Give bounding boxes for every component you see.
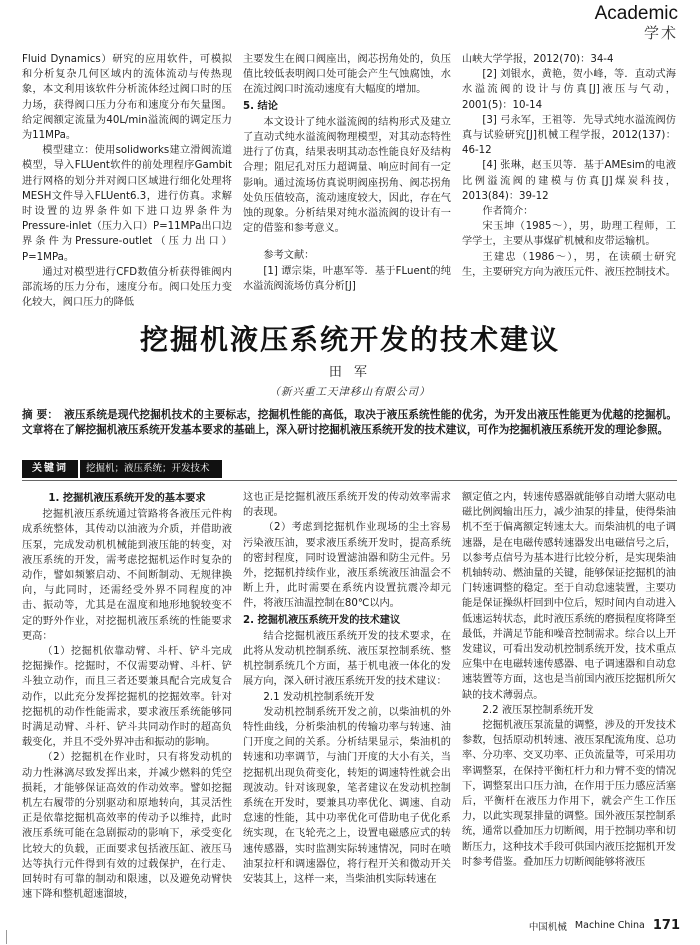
body-paragraph: （2）考虑到挖掘机作业现场的尘土容易污染液压油，要求液压系统开发时，提高系统的密封程度，同时设置滤油器和防尘元件。另外，挖掘机持续作业，液压系统液压油温会不断上升，此时需要在系统内设置抗震冷却元件，将液压油温控制在80℃以内。 [243,522,451,610]
abstract [22,408,677,438]
body-paragraph: 结合挖掘机液压系统开发的技术要求，在此将从发动机控制系统、液压泵控制系统、整机控制系统几个方面，基于机电液一体化的发展方向，深入研讨液压系统开发的技术建议： [243,630,451,688]
body-paragraph: （2）挖掘机在作业时，只有将发动机的动力性淋漓尽致发挥出来，并减少燃料的凭空损耗，才能够保证高效的作动效率。譬如挖掘机左右履带的分别驱动和原地转向，其灵活性正是依靠挖掘机高效率的传动予以维持，此时液压系统可能在急剧振动的影响下，承受变化比较大的负载，正面要求包括液压缸、液压马达等执行元件得到有效的过载保护，在行走、回转时有可靠的制动和限速，以及避免动臂快速下降和整机超速溜坡， [22,752,232,901]
keywords-label: 关键词 [22,460,78,478]
article-affiliation: （新兴重工天津移山有限公司） [269,386,431,398]
article-column-3 [462,490,676,870]
conclusion-paragraph: 本文设计了纯水溢流阀的结构形式及建立了直动式纯水溢流阀物理模型，对其动态特性进行了仿真，结果表明其动态性能良好及结构合理；阻尼孔对压力超调量、响应时间有一定影响。通过流场仿真说明阀座拐角、阀芯拐角处负压值较高，流动速度较大，因此，存在气蚀的现象。分析结果对纯水溢流阀的设计有一定的借鉴和参考意义。 [243,116,451,235]
author-intro: 宋玉坤（1985～），男，助理工程师，工学学士，主要从事煤矿机械和皮带运输机。 [462,221,676,248]
body-paragraph: （1）挖掘机依靠动臂、斗杆、铲斗完成挖掘操作。挖掘时，不仅需要动臂、斗杆、铲斗独立动作，而且三者还要兼具配合完成复合动作，以此充分发挥挖掘机的挖掘效率。针对挖掘机的动作性能需求，要求液压系统能够同时满足动臂、斗杆、铲斗共同动作时的超高负载变化，并且不受外界冲击和振动的影响。 [22,646,232,749]
prev-article-column-2 [243,52,451,294]
reference-item: 山峡大学学报，2012(70)：34-4 [462,54,614,65]
journal-header [595,4,678,42]
section-heading: 2. 挖掘机液压系统开发的技术建议 [243,614,401,626]
article-title: 挖掘机液压系统开发的技术建议 [139,323,560,356]
abstract-text: 液压系统是现代挖掘机技术的主要标志，挖掘机性能的高低，取决于液压系统性能的优劣，为开发出液压性能更为优越的挖掘机。文章将在了解挖掘机液压系统开发基本要求的基础上，深入研讨挖掘机液压系统开发的技术建议，可作为挖掘机液压系统开发的理论参照。 [22,409,677,437]
subsection-heading: 2.1 发动机控制系统开发 [263,691,375,703]
reference-item: [1] 谭宗柒，叶惠军等．基于FLuent的纯水溢流阀流场仿真分析[J] [243,265,451,292]
reference-item: [4] 张琳，赵玉贝等．基于AMEsim的电液比例溢流阀的建模与仿真[J]煤炭科技，2013(84)：39-12 [462,160,676,202]
keywords-text: 挖掘机；液压系统；开发技术 [80,460,222,478]
subsection-heading: 2.2 液压泵控制系统开发 [482,704,594,716]
author-intro: 王建忠（1986～），男，在读硕士研究生，主要研究方向为液压元件、液压控制技术。 [462,251,676,278]
reference-item: [3] 弓永军，王祖等．先导式纯水溢流阀仿真与试验研究[J]机械工程学报，2012(137)：46-12 [462,114,676,157]
article-author: 田 军 [328,365,372,380]
article-column-2 [243,490,451,887]
prev-article-column-3 [462,52,676,280]
body-paragraph: 挖掘机液压泵流量的调整，涉及的开发技术参数，包括原动机转速、液压泵配流角度、总功率、分功率、交叉功率、正负流量等，可采用功率调整泵，在保持平衡杠杆力和力臂不变的情况下，调整泵出口压力油，在作用于压力感应活塞后，平衡杆在液压力作用下，就会产生工作压力，以此实现泵排量的调整。国外液压泵控制系统，通常以叠加压力切断阀，用于控制功率和切断压力，这种技术手段可供国内液压挖掘机开发时参考借鉴。叠加压力切断阀能够将液压 [462,720,676,868]
keywords-bar [22,460,222,478]
brand-english: Academic [594,3,678,24]
prev-article-column-1 [22,52,232,310]
prev-paragraph: Fluid Dynamics）研究的应用软件，可模拟和分析复杂几何区域内的流体流动与传热现象，本文利用该软件分析流体经过阀口时的压力场，获得阀口压力分布和速度分布矢量图。给定阀额定流量为40L/min溢流阀的调定压力为11MPa。 [22,54,232,142]
footer-journal-en: Machine China [574,920,645,931]
author-intro-heading: 作者简介： [482,206,534,218]
footer-journal-cn: 中国机械 [528,921,567,933]
prev-paragraph: 模型建立：使用solidworks建立滑阀流道模型，导入FLUent软件的前处理程序Gambit进行网格的划分并对阀口区域进行细化处理将MESH文件导入FLUent6.3，进行仿真。求解时设置的边界条件如下进口边界条件为Pressure-inlet（压力入口）P=11MPa出口边界条件为Pressure-outlet（压力出口）P=1MPa。 [22,145,232,263]
body-paragraph: 发动机控制系统开发之前，以柴油机的外特性曲线，分析柴油机的传输功率与转速、油门开度之间的关系。分析结果显示，柴油机的转速和功率调节，与油门开度的大小有关，当挖掘机出现负荷变化，转矩的调速特性就会出现波动。针对该现象，笔者建议在发动机控制系统在开发时，要兼具功率优化、调速、自动怠速的性能，其中功率优化可借助电子优化系统实现，在飞轮壳之上，设置电磁感应式的转速传感器，实时监测实际转速情况，同时在喷油泵拉杆和调速器位，将行程开关和微动开关安装其上，这样一来，当柴油机实际转速在 [243,706,451,886]
reference-item: [2] 刘银水，黄艳，贺小峰，等．直动式海水溢流阀的设计与仿真[J]液压与气动，2001(5)：10-14 [462,69,676,111]
divider [22,480,677,481]
section-heading: 1. 挖掘机液压系统开发的基本要求 [48,493,206,504]
page-number: 171 [652,918,680,933]
body-paragraph: 挖掘机液压系统通过管路将各液压元件构成系统整体，其传动以油液为介质，并借助液压泵，完成发动机机械能到液压能的转变，对液压系统的开发，需考虑挖掘机运作时复杂的动作，譬如频繁启动、不间断制动、无规律换向，与此同时，还需经受外界不同程度的冲击、振动等，尤其是在温度和地形地貌较变不定的野外作业，对挖掘机液压系统的性能要求更高： [22,509,232,642]
conclusion-heading: 5. 结论 [243,100,278,112]
brand-chinese: 学术 [643,24,678,42]
body-paragraph: 额定值之内，转速传感器就能够自动增大驱动电磁比例阀输出压力，减少油泵的排量，使得柴油机不至于偏离额定转速太大。而柴油机的电子调速器，是在电磁传感转速器发出电磁信号之后，以参考点信号为基本进行比较分析，是实现柴油机轴转动、燃油量的关键，能够保证挖掘机的油门转速调整的稳定。至于自动怠速装置，主要功能是保证操纵杆回到中位后，短时间内自动进入低速运转状态，此时液压系统的磨损程度将降至最低，并满足节能和噪音控制需求。综合以上开发建议，可看出发动机控制系统开发，技术重点应集中在电磁转速传感器、电子调速器和自动怠速装置等方面，这也是当前国内液压挖掘机所欠缺的技术薄弱点。 [462,492,676,701]
prev-paragraph: 通过对模型进行CFD数值分析获得锥阀内部流场的压力分布，速度分布。阀口处压力变化较大，阀口压力的降低 [22,266,232,309]
article-column-1 [22,490,232,902]
body-paragraph: 这也正是挖掘机液压系统开发的传动效率需求的表现。 [243,492,451,519]
references-heading: 参考文献： [263,250,315,262]
page-footer [529,918,680,933]
prev-paragraph: 主要发生在阀口阀座出，阀芯拐角处的，负压值比较低表明阀口处可能会产生气蚀腐蚀，水在流过阀口时流动速度有大幅度的增加。 [243,54,451,96]
crop-mark [6,930,7,944]
abstract-label: 摘 要： [22,409,59,421]
